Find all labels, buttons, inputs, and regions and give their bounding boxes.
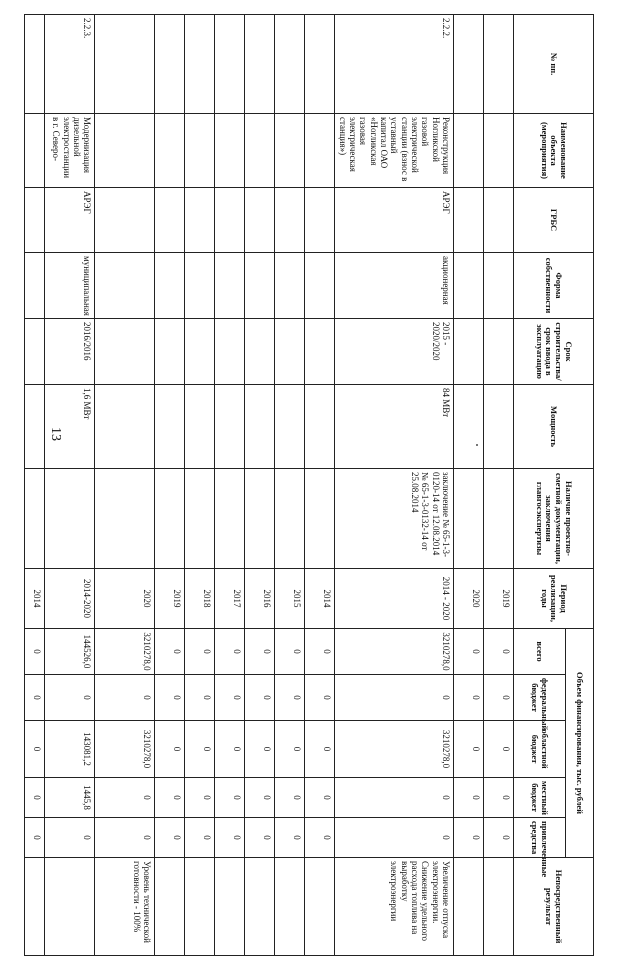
cell-regional: 0: [484, 721, 514, 778]
cell-build-term: [454, 319, 484, 385]
cell-result: [215, 858, 245, 956]
cell-grbs: [215, 188, 245, 253]
cell-docs: [95, 469, 155, 569]
cell-period: 2016: [245, 569, 275, 629]
table-row: [275, 15, 305, 956]
cell-grbs: [275, 188, 305, 253]
cell-attracted: 0: [25, 818, 45, 858]
cell-federal: 0: [155, 675, 185, 721]
cell-regional: 0: [245, 721, 275, 778]
cell-federal: 0: [335, 675, 454, 721]
cell-regional: 3210278,0: [335, 721, 454, 778]
cell-grbs: [245, 188, 275, 253]
cell-attracted: 0: [185, 818, 215, 858]
table-row: [335, 15, 454, 956]
cell-attracted: 0: [45, 818, 95, 858]
cell-capacity: [245, 385, 275, 469]
cell-attracted: 0: [335, 818, 454, 858]
cell-regional: 0: [275, 721, 305, 778]
header-federal: федеральный бюджет: [514, 675, 566, 721]
table-body: [25, 15, 514, 956]
cell-grbs: [454, 188, 484, 253]
cell-capacity: [484, 385, 514, 469]
cell-build-term: 2016/2016: [45, 319, 95, 385]
cell-federal: 0: [245, 675, 275, 721]
cell-local: 0: [454, 778, 484, 818]
header-grbs: ГРБС: [514, 188, 594, 253]
rotated-table-container: [32, 14, 594, 944]
cell-num: [95, 15, 155, 114]
cell-capacity: [305, 385, 335, 469]
cell-docs: [155, 469, 185, 569]
cell-capacity: [155, 385, 185, 469]
cell-local: 1445,8: [45, 778, 95, 818]
cell-ownership: [454, 253, 484, 319]
cell-result: [155, 858, 185, 956]
cell-name: Модернизация дизельной электростанции в г. Северо-: [45, 114, 95, 188]
header-docs: Наличие проектно-сметной документации, заключения главгосэкспертизы: [514, 469, 594, 569]
cell-build-term: [155, 319, 185, 385]
cell-regional: 0: [305, 721, 335, 778]
cell-build-term: [245, 319, 275, 385]
cell-docs: [215, 469, 245, 569]
cell-grbs: [155, 188, 185, 253]
cell-attracted: 0: [275, 818, 305, 858]
cell-capacity: [215, 385, 245, 469]
cell-federal: 0: [25, 675, 45, 721]
cell-total: 0: [25, 629, 45, 675]
cell-local: 0: [155, 778, 185, 818]
cell-name: [155, 114, 185, 188]
table-viewport: [32, 14, 594, 944]
header-regional: областной бюджет: [514, 721, 566, 778]
cell-name: [245, 114, 275, 188]
cell-build-term: [275, 319, 305, 385]
cell-total: 3210278,0: [335, 629, 454, 675]
cell-num: [275, 15, 305, 114]
cell-docs: [305, 469, 335, 569]
cell-docs: [275, 469, 305, 569]
cell-federal: 0: [484, 675, 514, 721]
cell-local: 0: [275, 778, 305, 818]
cell-num: [215, 15, 245, 114]
cell-period: 2018: [185, 569, 215, 629]
cell-ownership: [155, 253, 185, 319]
cell-attracted: 0: [484, 818, 514, 858]
cell-docs: [25, 469, 45, 569]
cell-ownership: [185, 253, 215, 319]
cell-local: 0: [484, 778, 514, 818]
header-name: Наименование объекта (мероприятия): [514, 114, 594, 188]
cell-capacity: [185, 385, 215, 469]
cell-capacity: 1,6 МВт: [45, 385, 95, 469]
header-attracted: привлеченные средства: [514, 818, 566, 858]
cell-attracted: 0: [305, 818, 335, 858]
cell-total: 0: [454, 629, 484, 675]
table-row: [454, 15, 484, 956]
cell-total: 0: [245, 629, 275, 675]
cell-capacity: [275, 385, 305, 469]
header-total: всего: [514, 629, 566, 675]
cell-period: 2014 - 2020: [335, 569, 454, 629]
cell-period: 2014: [25, 569, 45, 629]
cell-name: [25, 114, 45, 188]
cell-docs: [45, 469, 95, 569]
cell-attracted: 0: [215, 818, 245, 858]
cell-result: Уровень технической готовности - 100%: [95, 858, 155, 956]
cell-name: [215, 114, 245, 188]
cell-federal: 0: [185, 675, 215, 721]
cell-ownership: [245, 253, 275, 319]
cell-grbs: [305, 188, 335, 253]
cell-build-term: [185, 319, 215, 385]
cell-regional: 143081,2: [45, 721, 95, 778]
cell-period: 2015: [275, 569, 305, 629]
cell-result: [484, 858, 514, 956]
cell-name: [95, 114, 155, 188]
cell-grbs: АРЭГ: [335, 188, 454, 253]
cell-period: 2020: [454, 569, 484, 629]
cell-period: 2014-2020: [45, 569, 95, 629]
cell-num: [305, 15, 335, 114]
cell-name: [305, 114, 335, 188]
cell-grbs: [95, 188, 155, 253]
header-ownership: Форма собственности: [514, 253, 594, 319]
header-capacity: Мощность: [514, 385, 594, 469]
table-row: [245, 15, 275, 956]
cell-capacity: 84 МВт: [335, 385, 454, 469]
cell-name: [275, 114, 305, 188]
cell-grbs: АРЭГ: [45, 188, 95, 253]
cell-ownership: [25, 253, 45, 319]
cell-num: [245, 15, 275, 114]
cell-num: [25, 15, 45, 114]
cell-grbs: [484, 188, 514, 253]
cell-result: Увеличение отпуска электроэнергии. Снижение удельного расхода топлива на выработку электроэнергии: [335, 858, 454, 956]
cell-local: 0: [25, 778, 45, 818]
cell-build-term: [25, 319, 45, 385]
cell-docs: [484, 469, 514, 569]
cell-capacity: [454, 385, 484, 469]
cell-num: [484, 15, 514, 114]
cell-num: [185, 15, 215, 114]
header-local: местный бюджет: [514, 778, 566, 818]
cell-ownership: [305, 253, 335, 319]
cell-total: 144526,0: [45, 629, 95, 675]
cell-period: 2017: [215, 569, 245, 629]
table-row: [25, 15, 45, 956]
cell-docs: [245, 469, 275, 569]
header-result: Непосредственный результат: [514, 858, 594, 956]
cell-federal: 0: [275, 675, 305, 721]
cell-federal: 0: [45, 675, 95, 721]
header-funding-group: Объем финансирования, тыс. рублей: [566, 629, 594, 858]
cell-result: [45, 858, 95, 956]
cell-federal: 0: [305, 675, 335, 721]
cell-federal: 0: [95, 675, 155, 721]
table-row: [45, 15, 95, 956]
cell-regional: 0: [215, 721, 245, 778]
cell-build-term: [95, 319, 155, 385]
cell-result: [25, 858, 45, 956]
cell-total: 0: [484, 629, 514, 675]
cell-result: [275, 858, 305, 956]
funding-table: [24, 14, 594, 956]
cell-ownership: муниципальная: [45, 253, 95, 319]
cell-total: 0: [275, 629, 305, 675]
cell-total: 0: [185, 629, 215, 675]
cell-attracted: 0: [245, 818, 275, 858]
cell-regional: 0: [25, 721, 45, 778]
cell-num: [454, 15, 484, 114]
cell-ownership: [95, 253, 155, 319]
cell-federal: 0: [454, 675, 484, 721]
cell-num: 2.2.2.: [335, 15, 454, 114]
header-period: Период реализации, годы: [514, 569, 594, 629]
cell-build-term: [215, 319, 245, 385]
cell-name: [185, 114, 215, 188]
cell-regional: 3210278,0: [95, 721, 155, 778]
cell-local: 0: [185, 778, 215, 818]
cell-total: 0: [305, 629, 335, 675]
cell-total: 0: [155, 629, 185, 675]
cell-num: [155, 15, 185, 114]
page-number: 13: [48, 427, 63, 441]
cell-result: [185, 858, 215, 956]
cell-grbs: [25, 188, 45, 253]
cell-ownership: [484, 253, 514, 319]
cell-regional: 0: [185, 721, 215, 778]
cell-attracted: 0: [155, 818, 185, 858]
cell-local: 0: [335, 778, 454, 818]
header-build-term: Срок строительства/срок ввода в эксплуатацию: [514, 319, 594, 385]
cell-result: [245, 858, 275, 956]
cell-build-term: 2015 - 2020/2020: [335, 319, 454, 385]
cell-build-term: [484, 319, 514, 385]
cell-name: [454, 114, 484, 188]
cell-attracted: 0: [95, 818, 155, 858]
table-row: [305, 15, 335, 956]
cell-period: 2014: [305, 569, 335, 629]
cell-name: [484, 114, 514, 188]
cell-num: 2.2.3.: [45, 15, 95, 114]
cell-result: [454, 858, 484, 956]
cell-docs: заключение № 65-1-3-0120-14 от 12.08.2014 № 65-1-3-0132-14 от 25.08.2014: [335, 469, 454, 569]
cell-total: 3210278,0: [95, 629, 155, 675]
cell-result: [305, 858, 335, 956]
cell-period: 2019: [484, 569, 514, 629]
cell-attracted: 0: [454, 818, 484, 858]
cell-period: 2019: [155, 569, 185, 629]
cell-ownership: акционерная: [335, 253, 454, 319]
cell-federal: 0: [215, 675, 245, 721]
cell-local: 0: [215, 778, 245, 818]
cell-regional: 0: [454, 721, 484, 778]
cell-regional: 0: [155, 721, 185, 778]
cell-capacity: [25, 385, 45, 469]
cell-name: Реконструкция Ногликской газовой электрической станции (взнос в уставный капитал ОАО «Ногликская газовая электрическая станция»): [335, 114, 454, 188]
cell-build-term: [305, 319, 335, 385]
table-row: [185, 15, 215, 956]
header-num: № пп.: [514, 15, 594, 114]
table-row: [155, 15, 185, 956]
cell-docs: [454, 469, 484, 569]
cell-ownership: [275, 253, 305, 319]
cell-grbs: [185, 188, 215, 253]
table-row: [484, 15, 514, 956]
table-row: [95, 15, 155, 956]
cell-local: 0: [245, 778, 275, 818]
cell-docs: [185, 469, 215, 569]
cell-ownership: [215, 253, 245, 319]
cell-total: 0: [215, 629, 245, 675]
table-row: [215, 15, 245, 956]
cell-capacity: [95, 385, 155, 469]
cell-local: 0: [305, 778, 335, 818]
cell-period: 2020: [95, 569, 155, 629]
cell-local: 0: [95, 778, 155, 818]
